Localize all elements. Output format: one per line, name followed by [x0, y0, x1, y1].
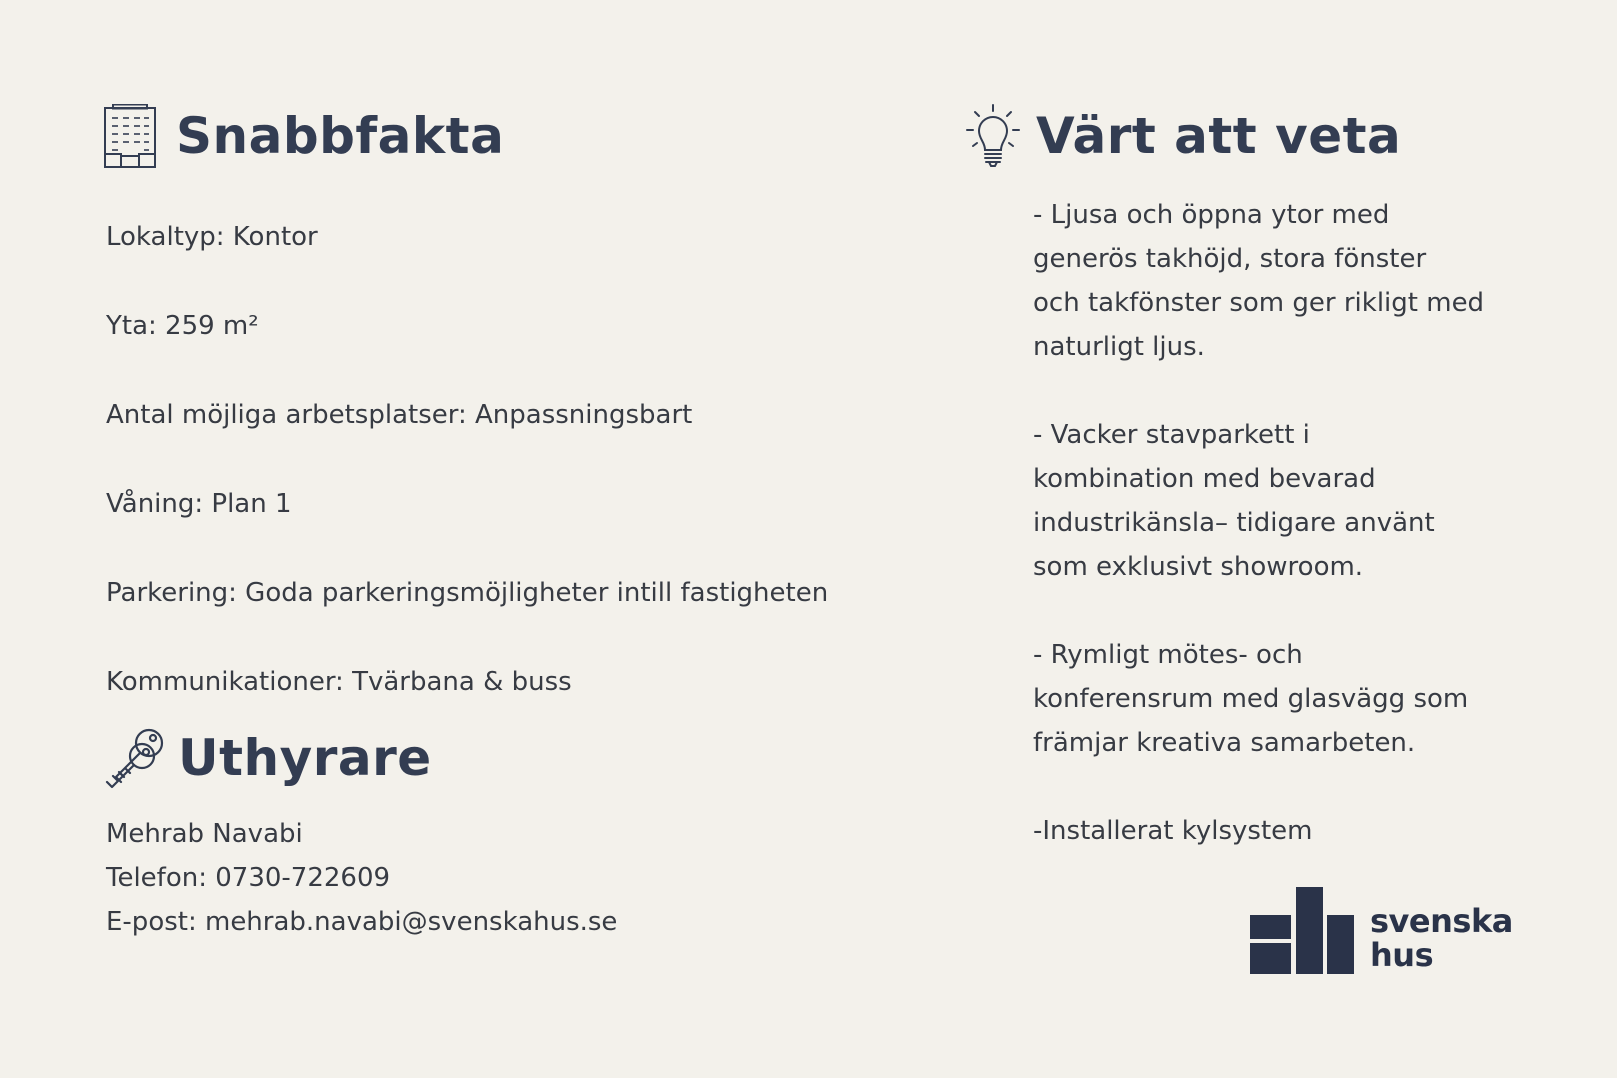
- info-line: - Rymligt mötes- och: [1033, 640, 1303, 670]
- info-line: främjar kreativa samarbeten.: [1033, 728, 1416, 758]
- fact-item: Lokaltyp: Kontor: [106, 222, 318, 252]
- info-text: [1033, 193, 1484, 853]
- fact-item: Våning: Plan 1: [106, 489, 292, 519]
- fact-item: Kommunikationer: Tvärbana & buss: [106, 667, 572, 697]
- paragraph-gap: [1033, 589, 1484, 633]
- info-line: som exklusivt showroom.: [1033, 552, 1364, 582]
- facts-title: Snabbfakta: [176, 107, 505, 165]
- info-line: -Installerat kylsystem: [1033, 816, 1313, 846]
- fact-item: Antal möjliga arbetsplatser: Anpassningsbart: [106, 400, 693, 430]
- logo-mark-icon: [1250, 884, 1356, 974]
- info-line: och takfönster som ger rikligt med: [1033, 288, 1485, 318]
- info-line: - Ljusa och öppna ytor med: [1033, 200, 1390, 230]
- building-icon: [104, 104, 156, 168]
- info-line: naturligt ljus.: [1033, 332, 1205, 362]
- logo-text: [1370, 904, 1513, 972]
- lightbulb-icon: [964, 104, 1022, 168]
- fact-item: Yta: 259 m²: [106, 311, 259, 341]
- landlord-name: Mehrab Navabi: [106, 819, 303, 849]
- info-heading: [964, 104, 1401, 168]
- landlord-contact: [106, 812, 617, 944]
- landlord-title: Uthyrare: [178, 729, 432, 787]
- info-line: konferensrum med glasvägg som: [1033, 684, 1469, 714]
- landlord-email: E-post: mehrab.navabi@svenskahus.se: [106, 907, 618, 937]
- keys-icon: [104, 726, 166, 790]
- info-line: - Vacker stavparkett i: [1033, 420, 1310, 450]
- paragraph-gap: [1033, 369, 1484, 413]
- facts-heading: [104, 104, 504, 168]
- facts-list: [106, 193, 828, 727]
- logo-line-2: hus: [1370, 936, 1434, 974]
- paragraph-gap: [1033, 765, 1484, 809]
- landlord-heading: [104, 726, 432, 790]
- landlord-phone: Telefon: 0730-722609: [106, 863, 391, 893]
- info-line: kombination med bevarad: [1033, 464, 1376, 494]
- info-line: industrikänsla– tidigare använt: [1033, 508, 1435, 538]
- info-line: generös takhöjd, stora fönster: [1033, 244, 1427, 274]
- logo-line-1: svenska: [1370, 902, 1513, 940]
- fact-item: Parkering: Goda parkeringsmöjligheter intill fastigheten: [106, 578, 829, 608]
- svenska-hus-logo: [1250, 884, 1513, 974]
- info-title: Värt att veta: [1036, 107, 1402, 165]
